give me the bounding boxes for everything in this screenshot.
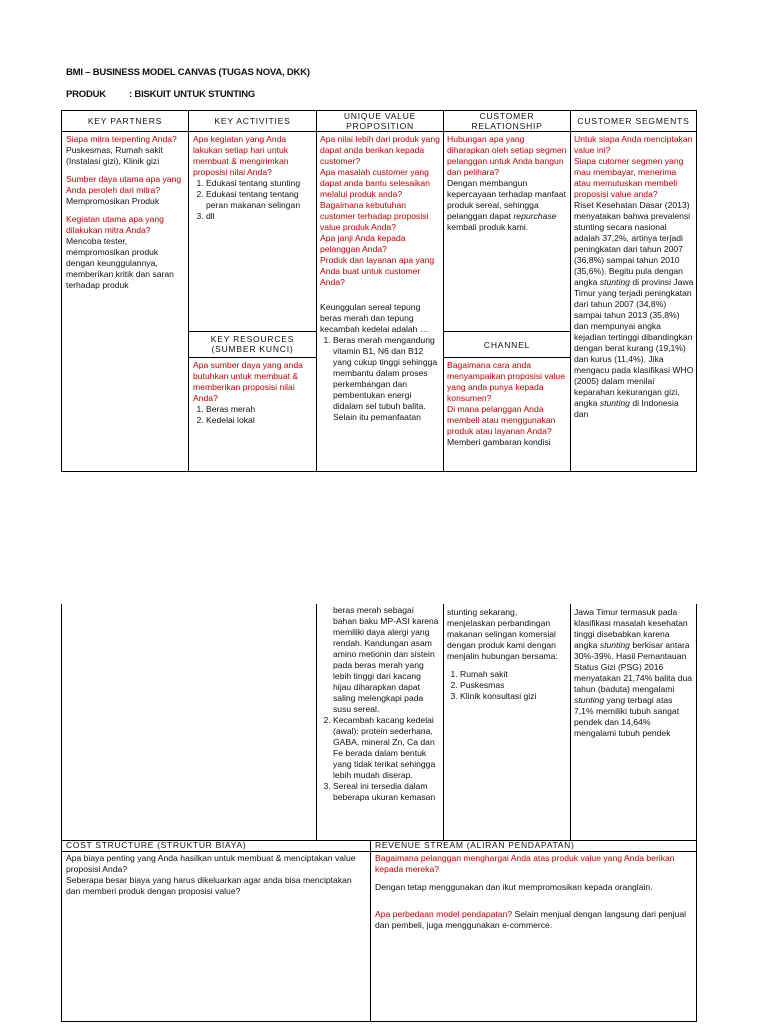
list-item: beras merah sebagai bahan baku MP-ASI karena memiliki daya alergi yang rendah. Kandungan asam amino metionin dan sistein pada beras merah yang lebih tinggi dari kacang hijau diharapkan dapat saling melengkapi pada susu sereal. <box>333 605 439 714</box>
uvp-question-4: Apa janji Anda kepada pelanggan Anda? <box>320 233 406 254</box>
key-partners-question-2: Sumber daya utama apa yang Anda peroleh dari mitra? <box>66 174 182 195</box>
revenue-stream-answer-1: Dengan tetap menggunakan dan ikut mempromosikan kepada oranglain. <box>375 882 653 892</box>
uvp-list-continued <box>320 605 440 803</box>
document-title: BMI – BUSINESS MODEL CANVAS (TUGAS NOVA, DKK) <box>66 67 310 78</box>
customer-relationship-question: Hubungan apa yang diharapkan oleh setiap segmen pelanggan untuk Anda bangun dan pelihara? <box>447 134 567 177</box>
list-item: 1. Beras merah mengandung vitamin B1, N6 dan B12 yang cukup tinggi sehingga membantu dalam proses perkembangan dan pembentukan energi didalam sel tubuh balita. Selain itu pemanfaatan <box>333 335 440 423</box>
revenue-stream-question-1: Bagaimana pelanggan menghargai Anda atas produk value yang Anda berikan kepada mereka? <box>375 853 675 874</box>
header-unique-value-proposition: UNIQUE VALUE PROPOSITION <box>343 111 417 131</box>
header-key-resources: KEY RESOURCES (SUMBER KUNCI) <box>210 334 295 354</box>
list-item: 3. dll <box>206 211 313 222</box>
customer-segments-question-1: Untuk siapa Anda menciptakan value ini? <box>574 134 693 155</box>
uvp-question-3: Bagaimana kebutuhan customer terhadap proposisi value produk Anda? <box>320 200 429 232</box>
key-resources-cell <box>193 360 313 470</box>
header-key-activities: KEY ACTIVITIES <box>214 116 291 126</box>
key-resources-question: Apa sumber daya yang anda butuhkan untuk membuat & memberikan proposisi nilai Anda? <box>193 360 303 403</box>
list-item: 2. Edukasi tentang tentang peran makanan selingan <box>206 189 313 211</box>
key-activities-list <box>193 178 313 222</box>
uvp-question-5: Produk dan layanan apa yang Anda buat untuk customer Anda? <box>320 255 435 287</box>
channel-cell <box>447 360 567 470</box>
customer-segments-paragraph-continued: Jawa Timur termasuk pada klasifikasi masalah kesehatan tinggi disebabkan karena angka stunting berkisar antara 30%-39%. Hasil Pemantauan Status Gizi (PSG) 2016 menyatakan 21,74% balita dua tahun (baduta) mengalami stunting yang terbagi atas 7,1% memiliki tubuh sangat pendek dan 14,64% mengalami tubuh pendek <box>574 607 693 738</box>
header-revenue-stream: REVENUE STREAM (ALIRAN PENDAPATAN) <box>375 840 575 850</box>
cost-structure-question-1: Apa biaya penting yang Anda hasilkan untuk membuat & menciptakan value proposisi Anda? <box>66 853 356 874</box>
list-item: 2. Kedelai lokal <box>206 415 313 426</box>
list-item: 1. Rumah sakit <box>460 669 567 680</box>
cost-structure-cell <box>66 853 364 1018</box>
cost-structure-question-2: Seberapa besar biaya yang harus dikeluarkan agar anda bisa menciptakan dan memberi produk dengan proposisi value? <box>66 875 352 896</box>
customer-segments-cell-continued <box>574 607 694 837</box>
list-item: 3. Sereal ini tersedia dalam beberapa ukuran kemasan <box>333 781 440 803</box>
channel-question-2: Di mana pelanggan Anda membeli atau menggunakan produk atau layanan Anda? <box>447 404 556 436</box>
channel-answer-continued: stunting sekarang, menjelaskan perbandingan makanan selingan komersial dengan produk kami dengan menjalin hubungan bersama: <box>447 607 558 661</box>
uvp-list <box>320 335 440 423</box>
key-partners-answer-1: Puskesmas, Rumah sakit (Instalasi gizi), Klinik gizi <box>66 145 163 166</box>
revenue-stream-answer-2: Apa perbedaan model pendapatan? Selain menjual dengan langsung dari penjual dan pembeli, juga menggunakan e-commerce. <box>375 909 687 930</box>
key-partners-answer-3: Mencoba tester, mempromosikan produk dengan keunggulannya, memberikan kritik dan saran terhadap produk <box>66 236 174 290</box>
channel-question-1: Bagaimana cara anda menyampaikan proposisi value yang anda punya kepada konsumen? <box>447 360 565 403</box>
key-resources-list <box>193 404 313 426</box>
uvp-cell <box>320 134 440 470</box>
key-partners-answer-2: Mempromosikan Produk <box>66 196 160 206</box>
revenue-stream-cell <box>375 853 693 1018</box>
header-key-partners: KEY PARTNERS <box>87 116 163 126</box>
list-item: 3. Klinik konsultasi gizi <box>460 691 567 702</box>
uvp-question-1: Apa nilai lebih dari produk yang dapat anda berikan kepada customer? <box>320 134 440 166</box>
key-partners-question-1: Siapa mitra terpenting Anda? <box>66 134 177 144</box>
header-cost-structure: COST STRUCTURE (STRUKTUR BIAYA) <box>66 840 247 850</box>
key-partners-question-3: Kegiatan utama apa yang dilakukan mitra Anda? <box>66 214 164 235</box>
header-channel: CHANNEL <box>483 340 531 350</box>
channel-cell-continued <box>447 607 567 837</box>
key-partners-cell <box>66 134 186 470</box>
channel-answer: Memberi gambaran kondisi <box>447 437 551 447</box>
uvp-intro: Keunggulan sereal tepung beras merah dan tepung kecambah kedelai adalah … <box>320 302 429 334</box>
list-item: 2. Puskesmas <box>460 680 567 691</box>
customer-relationship-cell <box>447 134 567 329</box>
header-customer-segments: CUSTOMER SEGMENTS <box>577 116 690 126</box>
list-item: 1. Beras merah <box>206 404 313 415</box>
product-value: : BISKUIT UNTUK STUNTING <box>129 89 256 100</box>
key-activities-cell <box>193 134 313 329</box>
key-activities-question: Apa kegiatan yang Anda lakukan setiap hari untuk membuat & mengirimkan proposisi nilai Anda? <box>193 134 289 177</box>
customer-relationship-answer: Dengan membangun kepercayaan terhadap manfaat produk sereal, sehingga pelanggan dapat repurchase kembali produk kami. <box>447 178 566 232</box>
uvp-cell-continued <box>320 605 440 839</box>
channel-list <box>447 669 567 702</box>
list-item: 2. Kecambah kacang kedelai (awal): protein sederhana, GABA, mineral Zn, Ca dan Fe berada dalam bentuk yang tidak terikat sehingga lebih mudah diserap. <box>333 715 440 781</box>
customer-segments-question-2: Siapa cutomer segmen yang mau membayar, menerima atau memutuskan membeli proposisi value anda? <box>574 156 684 199</box>
uvp-question-2: Apa masalah customer yang dapat anda bantu selesaikan melalui produk anda? <box>320 167 430 199</box>
header-customer-relationship: CUSTOMER RELATIONSHIP <box>471 111 543 131</box>
customer-segments-cell <box>574 134 694 470</box>
list-item: 1. Edukasi tentang stunting <box>206 178 313 189</box>
product-label: PRODUK <box>66 89 106 100</box>
customer-segments-paragraph: Riset Kesehatan Dasar (2013) menyatakan bahwa prevalensi stunting secara nasional adalah 37,2%, artinya terjadi peningkatan dari tahun 2007 (36,8%) sampai tahun 2010 (35,6%). Begitu pula dengan angka stunting di provinsi Jawa Timur yang terjadi peningkatan dari tahun 2007 (34,8%) sampai tahun 2013 (35,8%) dan mempunyai angka kejadian tertinggi dibandingkan dengan berat kurang (19,1%) dan kurus (11,4%). Jika mengacu pada klasifikasi WHO (2005) dalam menilai keparahan kekurangan gizi, angka stunting di Indonesia dan <box>574 200 694 419</box>
